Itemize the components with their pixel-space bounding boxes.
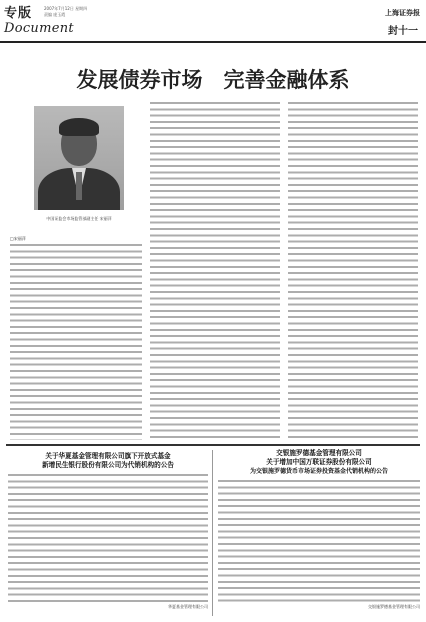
article-column-3: [288, 102, 418, 440]
notice-left-title: [8, 452, 208, 470]
masthead: [0, 0, 426, 48]
notice-right-title-line-3: 为交银施罗德货币市场证券投资基金代销机构的公告: [249, 468, 388, 475]
section-divider: [6, 444, 420, 446]
headline: 发展债券市场 完善金融体系: [76, 67, 350, 92]
notice-left-body: [8, 474, 208, 602]
notice-right-title: [218, 449, 420, 476]
photo-hair-shape: [59, 118, 99, 136]
notice-right-signature: 交银施罗德基金管理有限公司: [368, 604, 420, 609]
editor-line: 责编 庞玉霞: [44, 12, 66, 17]
section-english: Document: [4, 21, 74, 36]
notice-divider: [212, 450, 213, 616]
notice-left-signature: 华夏基金管理有限公司: [168, 604, 208, 609]
photo-tie-shape: [76, 172, 82, 200]
author-photo-box: [10, 102, 148, 228]
article-column-2: [150, 102, 280, 440]
masthead-rule: [0, 41, 426, 43]
photo-caption: 中国证监会市场监管部副主任 宋丽萍: [46, 216, 112, 221]
notice-right-title-line-1: 交银施罗德基金管理有限公司: [276, 449, 362, 457]
author-line: □宋丽萍: [10, 236, 26, 241]
issue-date: [44, 6, 114, 18]
article-column-1: [10, 244, 142, 440]
newspaper-brand: 上海证券报: [385, 8, 420, 17]
date-line: 2007年7月12日 星期四: [44, 6, 88, 11]
notice-right-title-line-2: 关于增加中国万联证券股份有限公司: [266, 458, 372, 466]
notice-left-title-line-1: 关于华夏基金管理有限公司旗下开放式基金: [45, 452, 171, 460]
author-photo: [34, 106, 124, 210]
notice-left-title-line-2: 新增民生银行股份有限公司为代销机构的公告: [42, 461, 174, 469]
page-number: 封十一: [388, 26, 418, 37]
notice-right-body: [218, 480, 420, 602]
section-word: 专版: [4, 6, 33, 21]
